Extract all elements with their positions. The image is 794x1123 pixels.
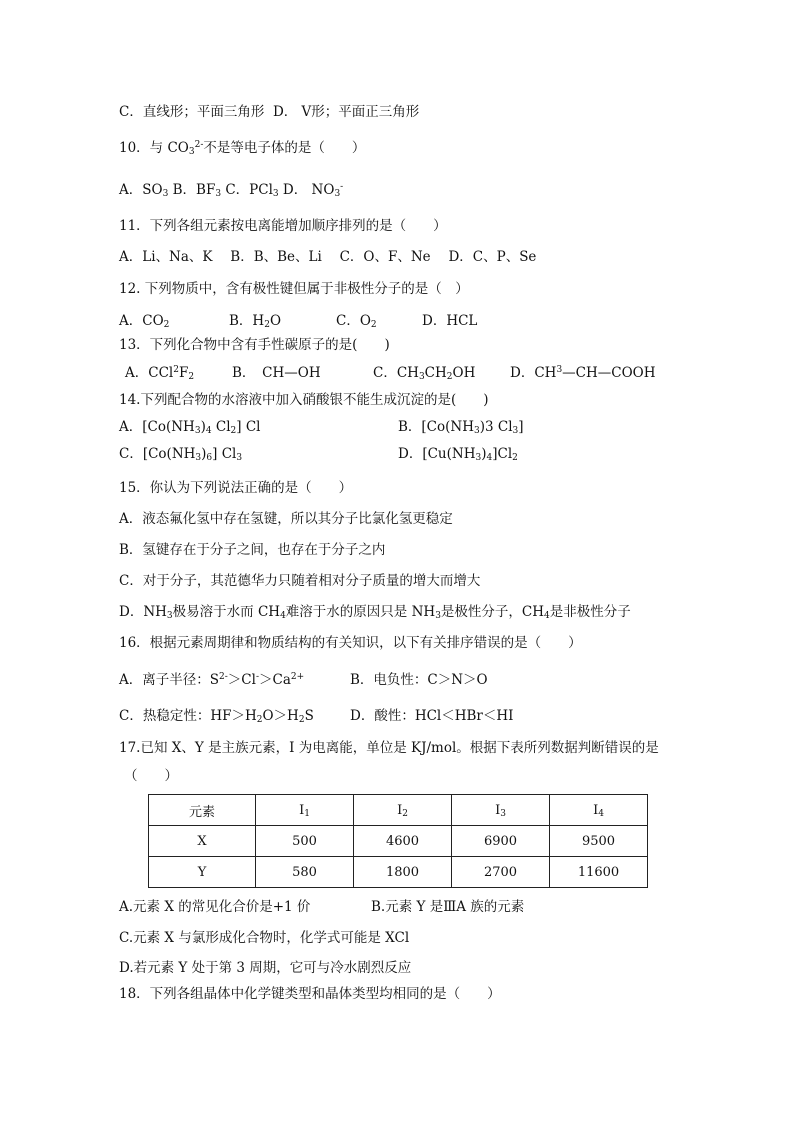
q17-option-b: B.元素 Y 是ⅢA 族的元素 — [371, 899, 525, 915]
q13-option-d: D．$CH^3—CH—COOH$ — [510, 365, 656, 381]
q14-option-b: B．[$Co(NH_3)3$ $Cl_3$] — [398, 419, 524, 436]
table-row — [149, 857, 648, 888]
q9-options — [119, 103, 419, 121]
table-cell: Y — [149, 857, 256, 888]
table-header-cell: 元素 — [149, 795, 256, 826]
table-header-cell: $I_4$ — [550, 795, 648, 826]
q15-option-d: D．$NH_3$极易溶于水而 $CH_4$难溶于水的原因只是 $NH_3$是极性分子，$CH_4$是非极性分子 — [119, 604, 631, 621]
ionization-energy-table — [148, 794, 648, 888]
q14-option-d: D．$[Cu(NH_3)_4]Cl_2$ — [398, 446, 518, 463]
q9-option-d: D． V形；平面正三角形 — [272, 104, 420, 120]
q13-option-b: B． CH—OH — [232, 365, 321, 381]
table-cell: 580 — [256, 857, 354, 888]
table-header-cell: $I_2$ — [354, 795, 452, 826]
table-cell: 6900 — [452, 826, 550, 857]
table-cell: 11600 — [550, 857, 648, 888]
q11-options: A．Li、Na、K B．B、Be、Li C．O、F、Ne D．C、P、Se — [119, 249, 537, 265]
q12-option-c: C．$O_2$ — [336, 313, 377, 330]
q17-option-c: C.元素 X 与氯形成化合物时，化学式可能是 XCl — [119, 930, 410, 946]
q14-option-c: C．$[Co(NH_3)_6]$ $Cl_3$ — [119, 446, 243, 463]
q16-option-b: B．电负性：C＞N＞O — [350, 672, 488, 688]
q16-option-c: C．热稳定性：$HF>H_2O>H_2S$ — [119, 708, 314, 725]
q13-option-a: A．$CCl^2F_2$ — [125, 365, 195, 382]
q17-stem-paren: （ ） — [124, 768, 178, 784]
q13-option-c: C．$CH_3CH_2OH$ — [373, 365, 476, 382]
q15-option-c: C．对于分子，其范德华力只随着相对分子质量的增大而增大 — [119, 573, 481, 589]
q11-stem: 11．下列各组元素按电离能增加顺序排列的是（ ） — [119, 218, 447, 234]
table-cell: 9500 — [550, 826, 648, 857]
q12-stem: 12. 下列物质中，含有极性键但属于非极性分子的是（ ） — [119, 281, 469, 297]
q15-option-b: B．氢键存在于分子之间，也存在于分子之内 — [119, 542, 386, 558]
q15-stem: 15．你认为下列说法正确的是（ ） — [119, 480, 353, 496]
q13-stem: 13．下列化合物中含有手性碳原子的是( ) — [119, 337, 390, 353]
q10-stem: 10．与 $CO_3^{2-}$不是等电子体的是（ ） — [119, 140, 366, 157]
q17-option-a: A.元素 X 的常见化合价是+1 价 — [119, 899, 311, 915]
table-row — [149, 826, 648, 857]
q16-stem: 16．根据元素周期律和物质结构的有关知识，以下有关排序错误的是（ ） — [119, 635, 582, 651]
q14-stem: 14.下列配合物的水溶液中加入硝酸银不能生成沉淀的是( ) — [119, 392, 489, 408]
q14-option-a: A．[$Co(NH_3)_4$ $Cl_2$] Cl — [119, 419, 261, 436]
q17-stem: 17.已知 X、Y 是主族元素，I 为电离能，单位是 KJ/mol。根据下表所列数据判断错误的是 — [119, 740, 659, 756]
table-cell: 2700 — [452, 857, 550, 888]
table-cell: 500 — [256, 826, 354, 857]
table-cell: 4600 — [354, 826, 452, 857]
q9-option-c: C．直线形；平面三角形 — [119, 104, 265, 120]
q18-stem: 18．下列各组晶体中化学键类型和晶体类型均相同的是（ ） — [119, 986, 501, 1002]
q12-option-a: A．$CO_2$ — [119, 313, 170, 330]
q16-option-d: D．酸性：HCl＜HBr＜HI — [350, 708, 514, 724]
q16-option-a: A．离子半径：$S^{2-}>Cl^->Ca^{2+}$ — [119, 672, 305, 688]
q10-options: A．$SO_3$ B．$BF_3$ C．PCl$_3$ D． $NO_3^-$ — [119, 182, 344, 199]
table-header-cell: $I_3$ — [452, 795, 550, 826]
q12-option-d: D．HCL — [422, 313, 478, 329]
table-cell: 1800 — [354, 857, 452, 888]
q17-option-d: D.若元素 Y 处于第 3 周期，它可与冷水剧烈反应 — [119, 960, 412, 976]
table-cell: X — [149, 826, 256, 857]
table-header-cell: $I_1$ — [256, 795, 354, 826]
table-header-row — [149, 795, 648, 826]
q15-option-a: A．液态氟化氢中存在氢键，所以其分子比氯化氢更稳定 — [119, 511, 453, 527]
q12-option-b: B．$H_2O$ — [229, 313, 282, 330]
